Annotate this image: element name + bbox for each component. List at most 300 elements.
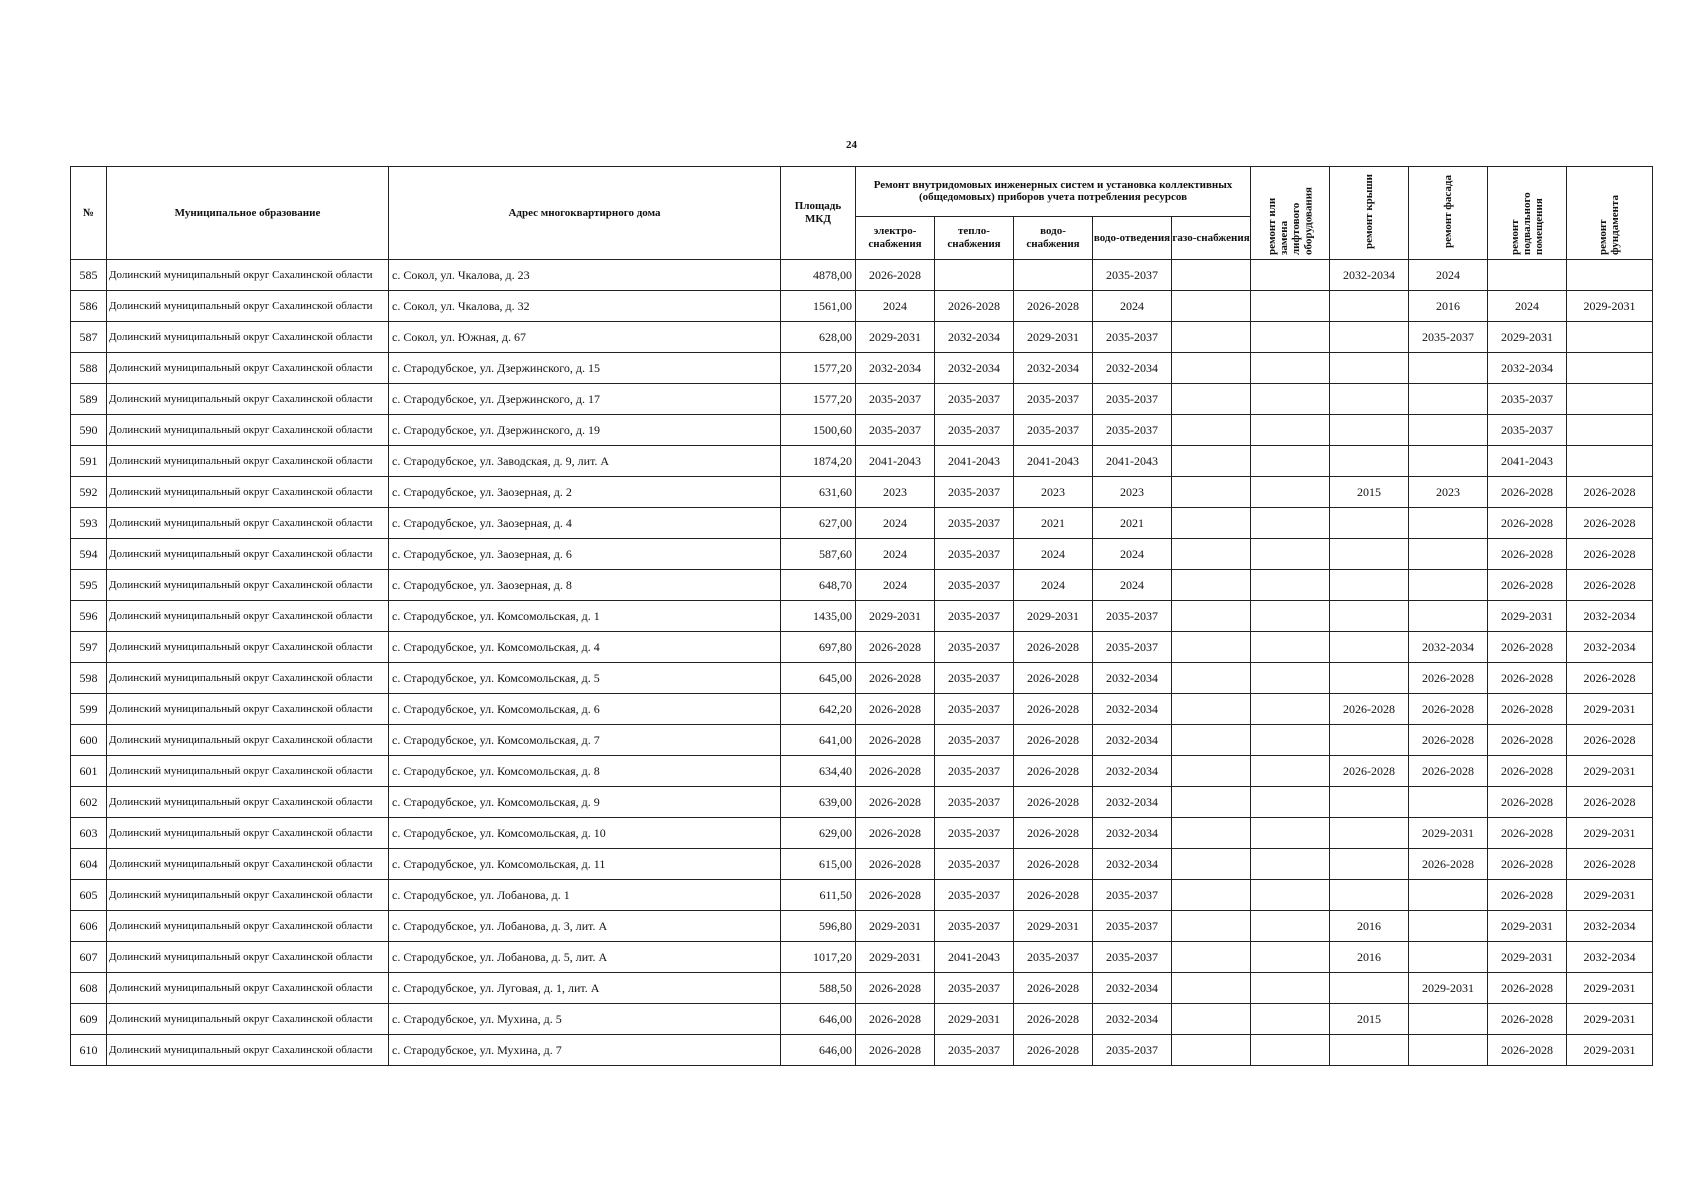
cell-water: 2026-2028 [1014, 849, 1093, 880]
cell-heat: 2035-2037 [935, 694, 1014, 725]
cell-municipality: Долинский муниципальный округ Сахалинской области [107, 725, 389, 756]
cell-facade [1409, 570, 1488, 601]
cell-municipality: Долинский муниципальный округ Сахалинской области [107, 1004, 389, 1035]
cell-foundation: 2026-2028 [1567, 570, 1653, 601]
cell-basement: 2041-2043 [1488, 446, 1567, 477]
cell-basement: 2032-2034 [1488, 353, 1567, 384]
cell-area: 639,00 [781, 787, 856, 818]
table-row [71, 694, 1653, 725]
cell-drain: 2032-2034 [1093, 818, 1172, 849]
cell-basement: 2026-2028 [1488, 570, 1567, 601]
header-systems-group: Ремонт внутридомовых инженерных систем и установка коллективных (общедомовых) приборов учета потребления ресурсов [856, 167, 1251, 217]
cell-address: с. Стародубское, ул. Мухина, д. 5 [389, 1004, 781, 1035]
cell-facade [1409, 539, 1488, 570]
cell-area: 1577,20 [781, 353, 856, 384]
cell-elevator [1251, 415, 1330, 446]
cell-electro: 2035-2037 [856, 415, 935, 446]
header-area: Площадь МКД [781, 167, 856, 260]
cell-facade: 2035-2037 [1409, 322, 1488, 353]
cell-heat: 2035-2037 [935, 787, 1014, 818]
cell-drain: 2032-2034 [1093, 787, 1172, 818]
cell-elevator [1251, 973, 1330, 1004]
cell-foundation: 2029-2031 [1567, 1004, 1653, 1035]
cell-water: 2026-2028 [1014, 880, 1093, 911]
header-heat: тепло-снабжения [935, 216, 1014, 259]
cell-facade [1409, 880, 1488, 911]
cell-foundation: 2032-2034 [1567, 942, 1653, 973]
cell-address: с. Стародубское, ул. Дзержинского, д. 17 [389, 384, 781, 415]
cell-heat: 2029-2031 [935, 1004, 1014, 1035]
cell-address: с. Стародубское, ул. Мухина, д. 7 [389, 1035, 781, 1066]
cell-address: с. Стародубское, ул. Заозерная, д. 6 [389, 539, 781, 570]
cell-heat: 2041-2043 [935, 446, 1014, 477]
cell-drain: 2035-2037 [1093, 1035, 1172, 1066]
cell-foundation [1567, 260, 1653, 291]
cell-drain: 2024 [1093, 539, 1172, 570]
cell-water: 2026-2028 [1014, 756, 1093, 787]
cell-municipality: Долинский муниципальный округ Сахалинской области [107, 539, 389, 570]
cell-elevator [1251, 787, 1330, 818]
cell-basement: 2026-2028 [1488, 787, 1567, 818]
cell-basement: 2026-2028 [1488, 632, 1567, 663]
cell-municipality: Долинский муниципальный округ Сахалинской области [107, 384, 389, 415]
cell-elevator [1251, 880, 1330, 911]
cell-municipality: Долинский муниципальный округ Сахалинской области [107, 415, 389, 446]
cell-area: 646,00 [781, 1004, 856, 1035]
cell-gas [1172, 911, 1251, 942]
cell-facade: 2032-2034 [1409, 632, 1488, 663]
cell-address: с. Стародубское, ул. Дзержинского, д. 19 [389, 415, 781, 446]
cell-drain: 2032-2034 [1093, 973, 1172, 1004]
cell-municipality: Долинский муниципальный округ Сахалинской области [107, 663, 389, 694]
cell-electro: 2029-2031 [856, 942, 935, 973]
cell-area: 642,20 [781, 694, 856, 725]
cell-basement: 2026-2028 [1488, 973, 1567, 1004]
cell-water: 2024 [1014, 539, 1093, 570]
table-row [71, 973, 1653, 1004]
cell-facade: 2026-2028 [1409, 756, 1488, 787]
cell-facade [1409, 446, 1488, 477]
cell-foundation: 2026-2028 [1567, 539, 1653, 570]
cell-heat: 2035-2037 [935, 508, 1014, 539]
header-foundation: ремонт фундамента [1567, 167, 1653, 260]
cell-water: 2035-2037 [1014, 415, 1093, 446]
cell-elevator [1251, 601, 1330, 632]
cell-foundation: 2032-2034 [1567, 601, 1653, 632]
cell-num: 602 [71, 787, 107, 818]
cell-gas [1172, 415, 1251, 446]
cell-gas [1172, 756, 1251, 787]
cell-foundation [1567, 446, 1653, 477]
cell-foundation: 2032-2034 [1567, 911, 1653, 942]
cell-gas [1172, 260, 1251, 291]
cell-municipality: Долинский муниципальный округ Сахалинской области [107, 1035, 389, 1066]
cell-area: 1500,60 [781, 415, 856, 446]
cell-roof: 2026-2028 [1330, 756, 1409, 787]
cell-num: 599 [71, 694, 107, 725]
cell-basement: 2026-2028 [1488, 1004, 1567, 1035]
cell-num: 607 [71, 942, 107, 973]
cell-address: с. Стародубское, ул. Лобанова, д. 5, лит. А [389, 942, 781, 973]
cell-electro: 2026-2028 [856, 818, 935, 849]
cell-drain: 2032-2034 [1093, 694, 1172, 725]
cell-basement: 2035-2037 [1488, 415, 1567, 446]
repair-schedule-table [70, 166, 1653, 1066]
cell-elevator [1251, 694, 1330, 725]
cell-roof [1330, 508, 1409, 539]
cell-water: 2029-2031 [1014, 911, 1093, 942]
cell-gas [1172, 725, 1251, 756]
cell-foundation: 2032-2034 [1567, 632, 1653, 663]
cell-area: 615,00 [781, 849, 856, 880]
cell-basement: 2026-2028 [1488, 849, 1567, 880]
cell-elevator [1251, 260, 1330, 291]
cell-elevator [1251, 663, 1330, 694]
cell-roof [1330, 1035, 1409, 1066]
cell-roof: 2016 [1330, 911, 1409, 942]
cell-drain: 2035-2037 [1093, 384, 1172, 415]
cell-gas [1172, 1004, 1251, 1035]
cell-municipality: Долинский муниципальный округ Сахалинской области [107, 477, 389, 508]
cell-facade: 2029-2031 [1409, 973, 1488, 1004]
cell-municipality: Долинский муниципальный округ Сахалинской области [107, 632, 389, 663]
cell-address: с. Стародубское, ул. Комсомольская, д. 11 [389, 849, 781, 880]
cell-area: 629,00 [781, 818, 856, 849]
cell-roof [1330, 880, 1409, 911]
cell-roof [1330, 787, 1409, 818]
cell-water: 2026-2028 [1014, 725, 1093, 756]
cell-address: с. Стародубское, ул. Заозерная, д. 8 [389, 570, 781, 601]
cell-num: 585 [71, 260, 107, 291]
table-row [71, 570, 1653, 601]
cell-num: 598 [71, 663, 107, 694]
cell-heat: 2035-2037 [935, 973, 1014, 1004]
cell-drain: 2041-2043 [1093, 446, 1172, 477]
cell-basement: 2026-2028 [1488, 508, 1567, 539]
cell-heat: 2035-2037 [935, 1035, 1014, 1066]
cell-electro: 2026-2028 [856, 1004, 935, 1035]
cell-heat: 2035-2037 [935, 477, 1014, 508]
table-row [71, 911, 1653, 942]
table-row [71, 384, 1653, 415]
cell-area: 1435,00 [781, 601, 856, 632]
page-number: 24 [846, 139, 857, 151]
cell-drain: 2024 [1093, 570, 1172, 601]
cell-basement: 2026-2028 [1488, 694, 1567, 725]
cell-address: с. Стародубское, ул. Заозерная, д. 2 [389, 477, 781, 508]
cell-foundation: 2026-2028 [1567, 508, 1653, 539]
cell-heat: 2041-2043 [935, 942, 1014, 973]
cell-basement: 2026-2028 [1488, 725, 1567, 756]
cell-address: с. Сокол, ул. Южная, д. 67 [389, 322, 781, 353]
cell-drain: 2035-2037 [1093, 880, 1172, 911]
cell-electro: 2029-2031 [856, 601, 935, 632]
cell-elevator [1251, 911, 1330, 942]
cell-elevator [1251, 539, 1330, 570]
cell-facade: 2024 [1409, 260, 1488, 291]
cell-basement: 2024 [1488, 291, 1567, 322]
table-row [71, 1004, 1653, 1035]
cell-heat: 2035-2037 [935, 601, 1014, 632]
cell-foundation: 2026-2028 [1567, 477, 1653, 508]
cell-water: 2026-2028 [1014, 973, 1093, 1004]
cell-water: 2029-2031 [1014, 322, 1093, 353]
cell-address: с. Стародубское, ул. Комсомольская, д. 9 [389, 787, 781, 818]
cell-area: 697,80 [781, 632, 856, 663]
cell-electro: 2032-2034 [856, 353, 935, 384]
cell-water: 2029-2031 [1014, 601, 1093, 632]
cell-basement: 2029-2031 [1488, 942, 1567, 973]
cell-water: 2026-2028 [1014, 1004, 1093, 1035]
cell-water: 2026-2028 [1014, 663, 1093, 694]
cell-water: 2026-2028 [1014, 818, 1093, 849]
cell-electro: 2026-2028 [856, 973, 935, 1004]
header-municipality: Муниципальное образование [107, 167, 389, 260]
cell-roof [1330, 353, 1409, 384]
cell-address: с. Сокол, ул. Чкалова, д. 32 [389, 291, 781, 322]
cell-basement: 2026-2028 [1488, 663, 1567, 694]
cell-roof [1330, 632, 1409, 663]
cell-gas [1172, 694, 1251, 725]
cell-gas [1172, 880, 1251, 911]
cell-basement: 2026-2028 [1488, 756, 1567, 787]
cell-water: 2032-2034 [1014, 353, 1093, 384]
cell-facade: 2016 [1409, 291, 1488, 322]
cell-basement: 2026-2028 [1488, 539, 1567, 570]
cell-facade: 2029-2031 [1409, 818, 1488, 849]
cell-area: 645,00 [781, 663, 856, 694]
cell-area: 628,00 [781, 322, 856, 353]
cell-drain: 2032-2034 [1093, 663, 1172, 694]
cell-municipality: Долинский муниципальный округ Сахалинской области [107, 446, 389, 477]
cell-heat: 2035-2037 [935, 911, 1014, 942]
cell-roof [1330, 663, 1409, 694]
cell-heat: 2026-2028 [935, 291, 1014, 322]
cell-municipality: Долинский муниципальный округ Сахалинской области [107, 911, 389, 942]
cell-facade: 2026-2028 [1409, 694, 1488, 725]
cell-drain: 2035-2037 [1093, 322, 1172, 353]
cell-drain: 2021 [1093, 508, 1172, 539]
cell-electro: 2026-2028 [856, 632, 935, 663]
table-row [71, 446, 1653, 477]
cell-elevator [1251, 1004, 1330, 1035]
cell-electro: 2026-2028 [856, 663, 935, 694]
cell-address: с. Стародубское, ул. Комсомольская, д. 10 [389, 818, 781, 849]
cell-address: с. Стародубское, ул. Комсомольская, д. 4 [389, 632, 781, 663]
cell-address: с. Стародубское, ул. Комсомольская, д. 1 [389, 601, 781, 632]
cell-electro: 2026-2028 [856, 787, 935, 818]
cell-elevator [1251, 756, 1330, 787]
cell-gas [1172, 632, 1251, 663]
cell-elevator [1251, 570, 1330, 601]
cell-address: с. Стародубское, ул. Комсомольская, д. 7 [389, 725, 781, 756]
cell-area: 4878,00 [781, 260, 856, 291]
header-roof: ремонт крыши [1330, 167, 1409, 260]
cell-address: с. Стародубское, ул. Заозерная, д. 4 [389, 508, 781, 539]
cell-num: 592 [71, 477, 107, 508]
cell-municipality: Долинский муниципальный округ Сахалинской области [107, 353, 389, 384]
cell-area: 588,50 [781, 973, 856, 1004]
table-row [71, 880, 1653, 911]
cell-heat: 2035-2037 [935, 725, 1014, 756]
cell-foundation: 2029-2031 [1567, 1035, 1653, 1066]
header-row-1 [71, 167, 1653, 217]
table-row [71, 663, 1653, 694]
cell-roof [1330, 973, 1409, 1004]
cell-foundation [1567, 322, 1653, 353]
cell-drain: 2035-2037 [1093, 911, 1172, 942]
cell-electro: 2024 [856, 539, 935, 570]
cell-num: 596 [71, 601, 107, 632]
cell-address: с. Стародубское, ул. Лобанова, д. 3, лит. А [389, 911, 781, 942]
cell-electro: 2041-2043 [856, 446, 935, 477]
header-num: № [71, 167, 107, 260]
cell-drain: 2024 [1093, 291, 1172, 322]
cell-facade: 2026-2028 [1409, 725, 1488, 756]
cell-roof [1330, 849, 1409, 880]
cell-facade [1409, 942, 1488, 973]
cell-water: 2035-2037 [1014, 384, 1093, 415]
cell-elevator [1251, 725, 1330, 756]
table-row [71, 353, 1653, 384]
cell-heat: 2032-2034 [935, 353, 1014, 384]
cell-gas [1172, 601, 1251, 632]
cell-basement: 2035-2037 [1488, 384, 1567, 415]
cell-address: с. Сокол, ул. Чкалова, д. 23 [389, 260, 781, 291]
cell-facade [1409, 1035, 1488, 1066]
cell-facade [1409, 384, 1488, 415]
cell-foundation: 2029-2031 [1567, 880, 1653, 911]
cell-gas [1172, 539, 1251, 570]
cell-water: 2041-2043 [1014, 446, 1093, 477]
cell-municipality: Долинский муниципальный округ Сахалинской области [107, 849, 389, 880]
cell-basement: 2026-2028 [1488, 880, 1567, 911]
cell-water: 2035-2037 [1014, 942, 1093, 973]
table-row [71, 539, 1653, 570]
cell-drain: 2035-2037 [1093, 415, 1172, 446]
cell-elevator [1251, 291, 1330, 322]
cell-address: с. Стародубское, ул. Заводская, д. 9, лит. А [389, 446, 781, 477]
cell-roof: 2016 [1330, 942, 1409, 973]
cell-foundation: 2026-2028 [1567, 787, 1653, 818]
cell-foundation [1567, 384, 1653, 415]
cell-area: 634,40 [781, 756, 856, 787]
cell-gas [1172, 973, 1251, 1004]
cell-area: 646,00 [781, 1035, 856, 1066]
cell-address: с. Стародубское, ул. Дзержинского, д. 15 [389, 353, 781, 384]
cell-num: 587 [71, 322, 107, 353]
cell-municipality: Долинский муниципальный округ Сахалинской области [107, 942, 389, 973]
cell-water: 2026-2028 [1014, 291, 1093, 322]
cell-foundation: 2029-2031 [1567, 818, 1653, 849]
cell-address: с. Стародубское, ул. Комсомольская, д. 5 [389, 663, 781, 694]
cell-area: 1017,20 [781, 942, 856, 973]
cell-foundation: 2026-2028 [1567, 725, 1653, 756]
table-row [71, 322, 1653, 353]
cell-roof: 2032-2034 [1330, 260, 1409, 291]
cell-electro: 2026-2028 [856, 725, 935, 756]
cell-foundation: 2029-2031 [1567, 694, 1653, 725]
cell-foundation: 2026-2028 [1567, 849, 1653, 880]
table-row [71, 260, 1653, 291]
cell-roof [1330, 725, 1409, 756]
cell-num: 597 [71, 632, 107, 663]
cell-basement [1488, 260, 1567, 291]
cell-facade [1409, 601, 1488, 632]
cell-foundation: 2026-2028 [1567, 663, 1653, 694]
table-row [71, 415, 1653, 446]
cell-num: 601 [71, 756, 107, 787]
cell-drain: 2032-2034 [1093, 1004, 1172, 1035]
cell-num: 604 [71, 849, 107, 880]
cell-address: с. Стародубское, ул. Комсомольская, д. 6 [389, 694, 781, 725]
cell-gas [1172, 477, 1251, 508]
header-gas: газо-снабжения [1172, 216, 1251, 259]
cell-area: 587,60 [781, 539, 856, 570]
header-basement: ремонт подвального помещения [1488, 167, 1567, 260]
table-row [71, 601, 1653, 632]
cell-foundation: 2029-2031 [1567, 291, 1653, 322]
cell-water: 2024 [1014, 570, 1093, 601]
cell-heat: 2035-2037 [935, 818, 1014, 849]
header-address: Адрес многоквартирного дома [389, 167, 781, 260]
cell-num: 593 [71, 508, 107, 539]
cell-facade: 2023 [1409, 477, 1488, 508]
cell-electro: 2024 [856, 508, 935, 539]
cell-num: 600 [71, 725, 107, 756]
cell-facade [1409, 1004, 1488, 1035]
cell-roof: 2026-2028 [1330, 694, 1409, 725]
cell-drain: 2032-2034 [1093, 756, 1172, 787]
header-electro: электро-снабжения [856, 216, 935, 259]
cell-num: 594 [71, 539, 107, 570]
header-facade: ремонт фасада [1409, 167, 1488, 260]
cell-area: 1577,20 [781, 384, 856, 415]
cell-roof [1330, 322, 1409, 353]
cell-num: 595 [71, 570, 107, 601]
header-drain: водо-отведения [1093, 216, 1172, 259]
cell-heat: 2035-2037 [935, 570, 1014, 601]
cell-roof [1330, 601, 1409, 632]
cell-gas [1172, 1035, 1251, 1066]
cell-gas [1172, 291, 1251, 322]
cell-gas [1172, 787, 1251, 818]
cell-area: 1874,20 [781, 446, 856, 477]
cell-area: 1561,00 [781, 291, 856, 322]
cell-basement: 2029-2031 [1488, 911, 1567, 942]
cell-foundation: 2029-2031 [1567, 756, 1653, 787]
cell-roof [1330, 818, 1409, 849]
cell-municipality: Долинский муниципальный округ Сахалинской области [107, 508, 389, 539]
cell-gas [1172, 384, 1251, 415]
cell-elevator [1251, 1035, 1330, 1066]
cell-municipality: Долинский муниципальный округ Сахалинской области [107, 570, 389, 601]
cell-municipality: Долинский муниципальный округ Сахалинской области [107, 260, 389, 291]
cell-municipality: Долинский муниципальный округ Сахалинской области [107, 601, 389, 632]
cell-water [1014, 260, 1093, 291]
cell-drain: 2032-2034 [1093, 353, 1172, 384]
cell-gas [1172, 570, 1251, 601]
cell-electro: 2024 [856, 570, 935, 601]
cell-address: с. Стародубское, ул. Луговая, д. 1, лит. А [389, 973, 781, 1004]
cell-area: 627,00 [781, 508, 856, 539]
cell-water: 2026-2028 [1014, 1035, 1093, 1066]
cell-gas [1172, 818, 1251, 849]
cell-drain: 2035-2037 [1093, 632, 1172, 663]
cell-num: 590 [71, 415, 107, 446]
table-row [71, 291, 1653, 322]
cell-drain: 2035-2037 [1093, 601, 1172, 632]
